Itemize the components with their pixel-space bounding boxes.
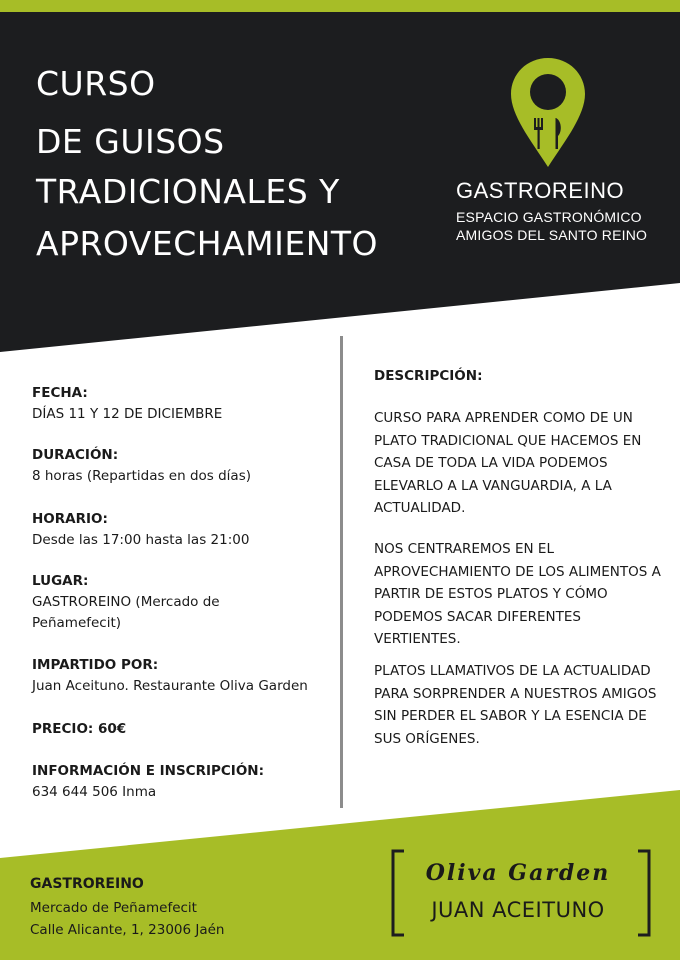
column-divider	[340, 336, 343, 808]
title-line-1: CURSO	[36, 64, 156, 103]
description-paragraph: CURSO PARA APRENDER COMO DE UN PLATO TRADICIONAL QUE HACEMOS EN CASA DE TODA LA VIDA PODEMOS ELEVARLO A LA VANGUARDIA, A LA ACTUALIDAD.	[374, 410, 642, 516]
location-pin-with-fork-and-knife-icon	[508, 54, 588, 172]
brand-subtitle-1: ESPACIO GASTRONÓMICO	[456, 209, 642, 225]
info-value: Juan Aceituno. Restaurante Oliva Garden	[32, 678, 308, 694]
info-precio	[32, 719, 332, 740]
info-value: 634 644 506 Inma	[32, 784, 157, 800]
title-line-4: APROVECHAMIENTO	[36, 224, 379, 263]
info-duracion	[32, 445, 332, 487]
info-label: HORARIO:	[32, 511, 108, 527]
info-value: DÍAS 11 Y 12 DE DICIEMBRE	[32, 406, 223, 422]
chef-name: JUAN ACEITUNO	[431, 898, 605, 922]
top-accent-stripe	[0, 0, 680, 12]
info-label: LUGAR:	[32, 573, 89, 589]
footer-address-line-2: Calle Alicante, 1, 23006 Jaén	[30, 922, 225, 938]
info-label: PRECIO: 60€	[32, 721, 127, 737]
description-title: DESCRIPCIÓN:	[374, 368, 483, 384]
description-paragraph: NOS CENTRAREMOS EN EL APROVECHAMIENTO DE LOS ALIMENTOS A PARTIR DE ESTOS PLATOS Y CÓMO PODEMOS SACAR DIFERENTES VERTIENTES.	[374, 541, 661, 647]
info-label: DURACIÓN:	[32, 447, 119, 463]
info-value: Desde las 17:00 hasta las 21:00	[32, 532, 250, 548]
brand-name: GASTROREINO	[456, 178, 625, 203]
footer-brand-name: GASTROREINO	[30, 876, 144, 892]
info-label: INFORMACIÓN E INSCRIPCIÓN:	[32, 763, 264, 779]
title-line-2: DE GUISOS	[36, 122, 225, 161]
footer-address-line-1: Mercado de Peñamefecit	[30, 900, 197, 916]
title-line-3: TRADICIONALES Y	[36, 172, 340, 211]
info-label: IMPARTIDO POR:	[32, 657, 159, 673]
info-lugar	[32, 571, 252, 634]
info-label: FECHA:	[32, 385, 88, 401]
restaurant-name: Oliva Garden	[425, 860, 611, 886]
info-horario	[32, 509, 332, 551]
description-paragraph: PLATOS LLAMATIVOS DE LA ACTUALIDAD PARA SORPRENDER A NUESTROS AMIGOS SIN PERDER EL SABOR Y LA ESENCIA DE SUS ORÍGENES.	[374, 663, 657, 747]
info-value: GASTROREINO (Mercado de Peñamefecit)	[32, 594, 220, 631]
info-impartido	[32, 655, 332, 697]
brand-subtitle-2: AMIGOS DEL SANTO REINO	[456, 227, 648, 243]
info-value: 8 horas (Repartidas en dos días)	[32, 468, 251, 484]
info-fecha	[32, 383, 332, 425]
info-inscripcion	[32, 761, 332, 803]
